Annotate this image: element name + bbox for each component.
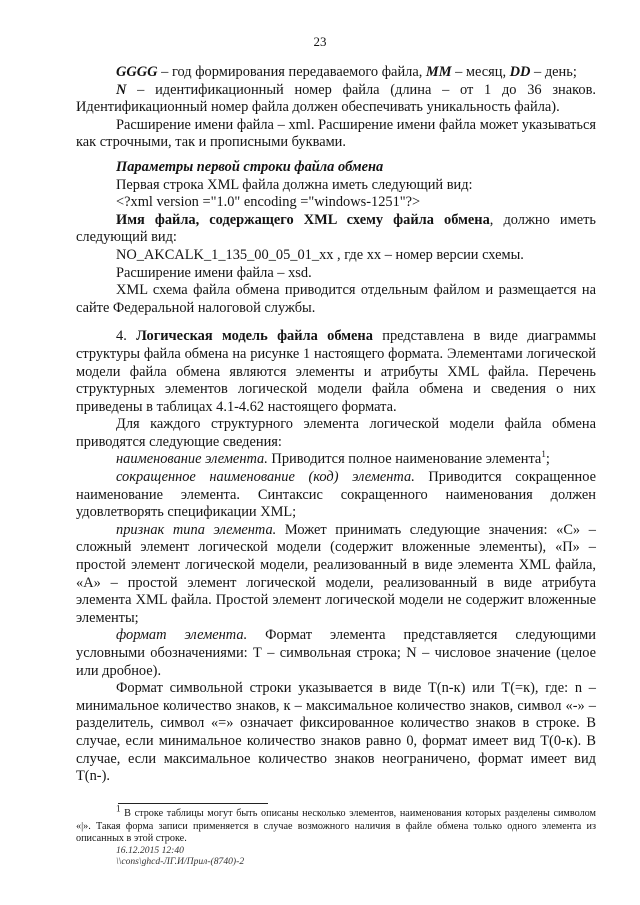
text: – день; [530, 64, 577, 80]
paragraph-element-info: Для каждого структурного элемента логической модели файла обмена приводятся следующие сведения: [76, 416, 596, 450]
text: ; [545, 451, 550, 468]
paragraph-extension-xml: Расширение имени файла – xml. Расширение имени файла может указываться как строчными, так и прописными буквами. [76, 116, 596, 151]
paragraph-schema-location: XML схема файла обмена приводится отдельным файлом и размещается на сайте Федеральной налоговой службы. [76, 282, 596, 316]
item-element-code [76, 469, 596, 522]
paragraph-file-id [76, 82, 596, 117]
page-number: 23 [313, 34, 327, 49]
section-heading-first-line: Параметры первой строки файла обмена [116, 158, 384, 175]
schema-filename: NO_AKCALK_1_135_00_05_01_xx , где хх – номер версии схемы. [116, 246, 524, 263]
italic-term: формат элемента. [116, 627, 248, 644]
footnote-text: В строке таблицы могут быть описаны несколько элементов, наименования которых разделены символом «|». Такая форма записи применяется в случае возможного наличия в файле обмена только одного элемента из описанных в этой строке. [76, 808, 596, 845]
paragraph-string-format: Формат символьной строки указывается в виде Т(n-к) или Т(=к), где: n – минимальное количество знаков, к – максимальное количество знаков, символ «-» – разделитель, символ «=» означает фиксированное количество знаков в строке. В случае, если минимальное количество знаков равно 0, формат имеет вид Т(0-к). В случае, если максимальное количество знаков неограничено, формат имеет вид Т(n-). [76, 680, 596, 785]
paragraph-schema-filename [76, 212, 596, 247]
item-element-type [76, 522, 596, 628]
term-dd: DD [509, 64, 531, 80]
italic-term: наименование элемента. [116, 451, 268, 468]
term-n: N [116, 81, 127, 98]
paragraph-first-line: Первая строка XML файла должна иметь следующий вид: [116, 176, 473, 193]
footnote-divider [118, 803, 268, 804]
footnote-ref: 1 [541, 449, 546, 460]
stamp-date: 16.12.2015 12:40 [116, 845, 184, 856]
text: Может принимать следующие значения: «С» – сложный элемент логической модели (содержит вложенные элементы), «П» – простой элемент логической модели, реализованный в виде элемента XML файла, «А» – простой элемент логической модели, реализованный в виде атрибута элемента XML файла. Простой элемент логической модели не содержит вложенные элементы; [76, 521, 596, 626]
document-body [76, 64, 596, 786]
item-element-name [76, 451, 596, 469]
text: Приводится сокращенное наименование элемента. Синтаксис сокращенного наименования должен удовлетворять спецификации XML; [76, 469, 596, 521]
term-gggg: GGGG [116, 64, 158, 80]
stamp-path: \\cons\ghcd-ЛГ.И/Прил-(8740)-2 [116, 856, 245, 867]
italic-term: признак типа элемента. [116, 521, 277, 538]
paragraph-date-fields [76, 64, 596, 82]
section-4-logical-model [76, 328, 596, 416]
footnote [76, 803, 596, 846]
text: Формат элемента представляется следующими условными обозначениями: Т – символьная строка; N – числовое значение (целое или дробное). [76, 627, 596, 679]
text: – идентификационный номер файла (длина – от 1 до 36 знаков. Идентификационный номер файла должен обеспечивать уникальность файла). [76, 81, 596, 116]
italic-term: сокращенное наименование (код) элемента. [116, 469, 415, 486]
text: представлена в виде диаграммы структуры файла обмена на рисунке 1 настоящего формата. Элементами логической модели файла обмена являются элементы и атрибуты XML файла. Перечень структурных элементов логической модели файла обмена и сведения о них приведены в таблицах 4.1-4.62 настоящего формата. [76, 328, 596, 415]
text: – месяц, [451, 64, 510, 80]
text: Приводится полное наименование элемента [267, 451, 542, 468]
document-stamp [116, 845, 244, 867]
xml-declaration: <?xml version ="1.0" encoding ="windows-1251"?> [116, 194, 421, 211]
paragraph-extension-xsd: Расширение имени файла – xsd. [116, 264, 312, 281]
bold-term: Имя файла, содержащего XML схему файла обмена [116, 211, 490, 228]
text: – год формирования передаваемого файла, [157, 64, 426, 80]
term-mm: MM [425, 64, 452, 80]
item-element-format [76, 627, 596, 680]
bold-term: Логическая модель файла обмена [136, 328, 373, 345]
section-number: 4. [116, 328, 137, 345]
text: , должно иметь следующий вид: [76, 211, 596, 246]
footnote-marker: 1 [116, 803, 121, 814]
